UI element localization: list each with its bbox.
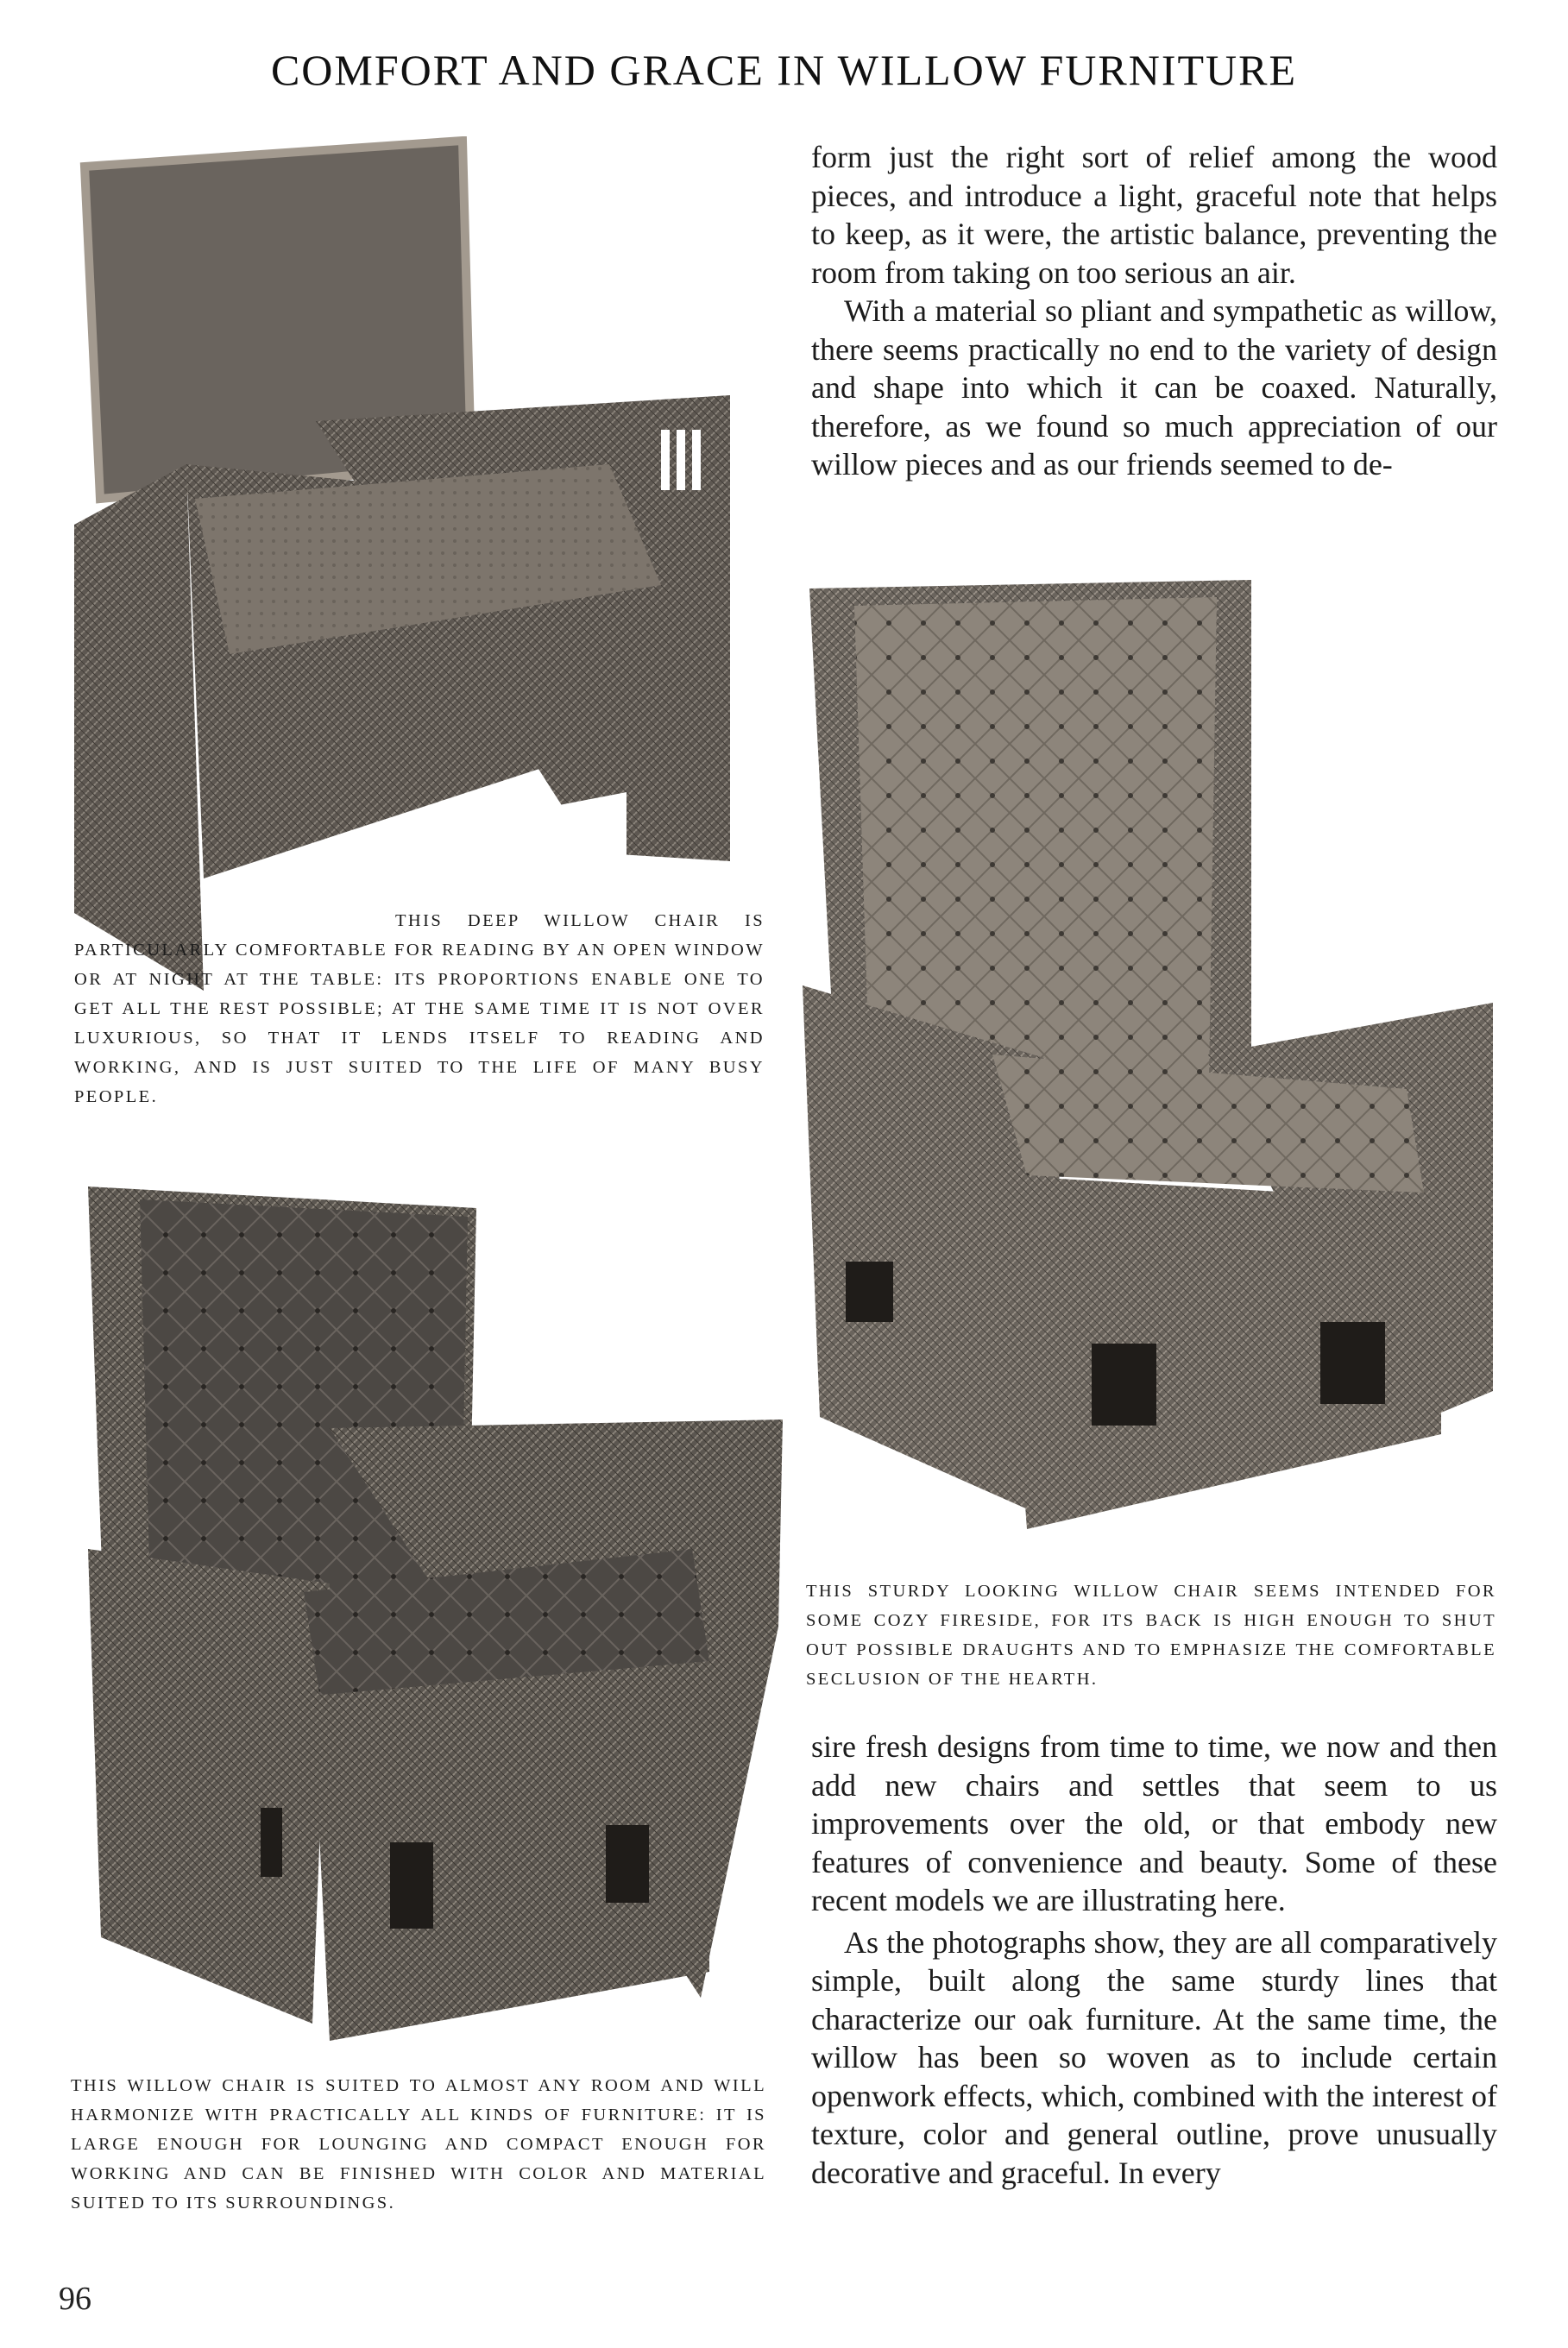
article-text-top — [811, 138, 1497, 484]
caption-reading-chair: THIS DEEP WILLOW CHAIR IS PARTICULARLY COMFORTABLE FOR READING BY AN OPEN WINDOW OR AT NIGHT AT THE TABLE: ITS PROPORTIONS ENABLE ONE TO GET ALL THE REST POSSIBLE; AT THE SAME TIME IT IS NOT OVER LUXURIOUS, SO THAT IT LENDS ITSELF TO READING AND WORKING, AND IS JUST SUITED TO THE LIFE OF MANY BUSY PEOPLE. — [74, 911, 765, 1106]
paragraph: sire fresh designs from time to time, we now and then add new chairs and settles that seem to us improvements over the old, or that embody new features of convenience and beauty. Some of these recent models we are illustrating here. — [811, 1729, 1497, 1917]
caption-lounging-chair: THIS WILLOW CHAIR IS SUITED TO ALMOST ANY ROOM AND WILL HARMONIZE WITH PRACTICALLY ALL KINDS OF FURNITURE: IT IS LARGE ENOUGH FOR LOUNGING AND COMPACT ENOUGH FOR WORKING AND CAN BE FINISHED WITH COLOR AND MATERIAL SUITED TO ITS SURROUNDINGS. — [71, 2076, 766, 2213]
page-number: 96 — [59, 2281, 91, 2317]
page-title: COMFORT AND GRACE IN WILLOW FURNITURE — [270, 46, 1298, 94]
caption-fireside-chair: THIS STURDY LOOKING WILLOW CHAIR SEEMS INTENDED FOR SOME COZY FIRESIDE, FOR ITS BACK IS HIGH ENOUGH TO SHUT OUT POSSIBLE DRAUGHTS AND TO EMPHASIZE THE COMFORTABLE SECLUSION OF THE HEARTH. — [806, 1582, 1496, 1689]
article-text-bottom — [811, 1728, 1497, 2192]
chair-photo-fireside — [803, 571, 1497, 1536]
chair-photo-lounging — [71, 1178, 797, 2055]
paragraph: With a material so pliant and sympathetic as willow, there seems practically no end to the variety of design and shape into which it can be coaxed. Naturally, therefore, as we found so much appreciation of our willow pieces and as our friends seemed to de- — [811, 293, 1497, 482]
chair-photo-reading — [74, 136, 739, 1008]
paragraph: form just the right sort of relief among the wood pieces, and introduce a light, graceful note that helps to keep, as it were, the artistic balance, preventing the room from taking on too serious an air. — [811, 140, 1497, 290]
paragraph: As the photographs show, they are all comparatively simple, built along the same sturdy lines that characterize our oak furniture. At the same time, the willow has been so woven as to include certain openwork effects, which, combined with the interest of texture, color and general outline, prove unusually decorative and graceful. In every — [811, 1924, 1497, 2190]
